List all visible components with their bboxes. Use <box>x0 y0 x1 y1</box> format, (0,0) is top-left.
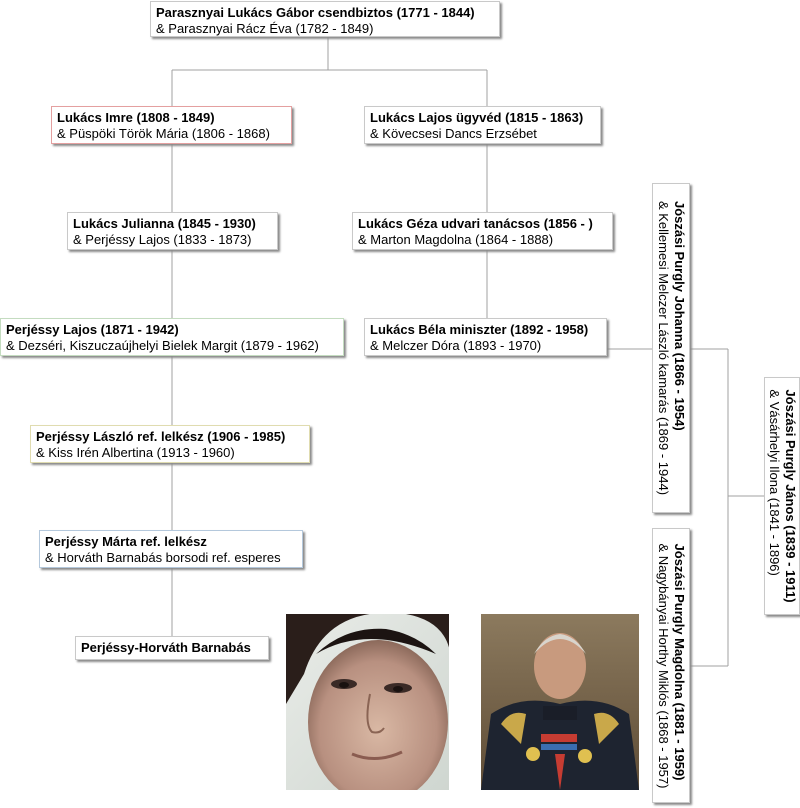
person-name: Jószási Purgly Magdolna (1881 - 1959) <box>672 543 687 781</box>
person-julianna <box>67 212 278 250</box>
person-spouse: & Kiss Irén Albertina (1913 - 1960) <box>36 445 235 460</box>
person-spouse: & Parasznyai Rácz Éva (1782 - 1849) <box>156 21 374 36</box>
person-lajos-ugyved <box>364 106 601 144</box>
person-name: Lukács Imre (1808 - 1849) <box>57 110 215 125</box>
person-janos <box>764 377 800 615</box>
person-marta <box>39 530 303 568</box>
person-perjessy-lajos <box>0 318 344 356</box>
person-name: Lukács Lajos ügyvéd (1815 - 1863) <box>370 110 584 125</box>
person-name: Lukács Béla miniszter (1892 - 1958) <box>370 322 589 337</box>
person-name: Parasznyai Lukács Gábor csendbiztos (1771 - 1844) <box>156 5 475 20</box>
person-spouse: & Püspöki Török Mária (1806 - 1868) <box>57 126 270 141</box>
person-spouse: & Perjéssy Lajos (1833 - 1873) <box>73 232 252 247</box>
person-janos-text <box>766 389 798 602</box>
person-name: Jószási Purgly János (1839 - 1911) <box>783 389 798 603</box>
photo-admiral <box>481 614 639 790</box>
person-name: Perjéssy László ref. lelkész (1906 - 1985) <box>36 429 286 444</box>
person-laszlo <box>30 425 310 463</box>
person-name: Perjéssy Márta ref. lelkész <box>45 534 207 549</box>
person-spouse: & Dezséri, Kiszuczaújhelyi Bielek Margit (1879 - 1962) <box>6 338 319 353</box>
person-spouse: & Nagybányai Horthy Miklós (1868 - 1957) <box>656 543 671 788</box>
person-name: Jószási Purgly Johanna (1866 - 1954) <box>672 200 687 431</box>
person-name: Lukács Géza udvari tanácsos (1856 - ) <box>358 216 593 231</box>
person-spouse: & Horváth Barnabás borsodi ref. esperes <box>45 550 281 565</box>
person-geza <box>352 212 613 250</box>
photo-young-man <box>286 614 449 790</box>
person-spouse: & Kövecsesi Dancs Erzsébet <box>370 126 537 141</box>
person-barnabas <box>75 636 269 660</box>
person-spouse: & Vásárhelyi Ilona (1841 - 1896) <box>767 389 782 576</box>
person-spouse: & Kellemesi Melczer László kamarás (1869 - 1944) <box>656 200 671 496</box>
portrait-admiral-uniform-icon <box>481 614 639 790</box>
person-imre <box>51 106 292 144</box>
person-spouse: & Marton Magdolna (1864 - 1888) <box>358 232 554 247</box>
person-spouse: & Melczer Dóra (1893 - 1970) <box>370 338 542 353</box>
person-magdolna-text <box>655 543 687 788</box>
person-name: Perjéssy Lajos (1871 - 1942) <box>6 322 179 337</box>
person-name: Perjéssy-Horváth Barnabás <box>81 640 251 655</box>
person-magdolna <box>652 528 690 803</box>
person-name: Lukács Julianna (1845 - 1930) <box>73 216 256 231</box>
person-johanna <box>652 183 690 513</box>
person-johanna-text <box>655 201 687 495</box>
person-bela <box>364 318 607 356</box>
portrait-young-man-icon <box>286 614 449 790</box>
person-gabor <box>150 1 500 37</box>
